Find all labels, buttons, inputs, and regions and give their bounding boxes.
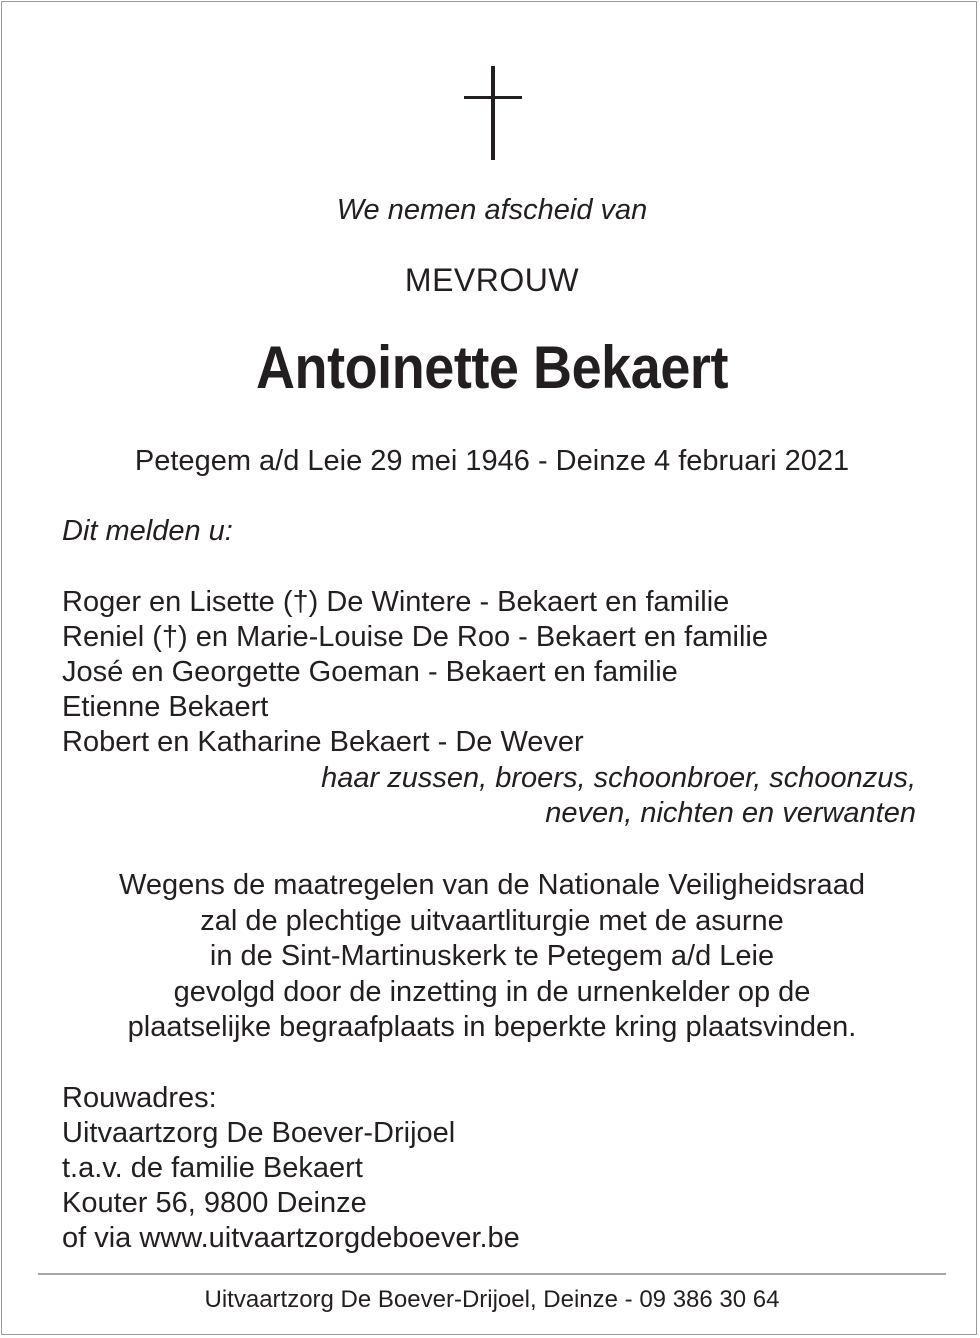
address-line: Uitvaartzorg De Boever-Drijoel [62, 1117, 456, 1149]
footer-divider [38, 1273, 946, 1275]
address-line: Kouter 56, 9800 Deinze [62, 1187, 367, 1219]
family-line: José en Georgette Goeman - Bekaert en familie [62, 656, 678, 688]
notice-line: in de Sint-Martinuskerk te Petegem a/d Leie [209, 940, 775, 972]
mourning-address [62, 1081, 520, 1256]
address-line: of via www.uitvaartzorgdeboever.be [62, 1222, 520, 1254]
obituary-card [1, 1, 977, 1335]
address-line: Rouwadres: [62, 1082, 217, 1114]
birth-death-dates: Petegem a/d Leie 29 mei 1946 - Deinze 4 februari 2021 [134, 445, 850, 477]
family-line: Etienne Bekaert [62, 691, 269, 723]
announcement-heading: Dit melden u: [62, 515, 233, 547]
family-list [62, 585, 768, 760]
family-line: Roger en Lisette (†) De Wintere - Bekaert en familie [62, 586, 730, 618]
ceremony-notice [2, 868, 980, 1046]
relations-line: haar zussen, broers, schoonbroer, schoonzus, [321, 762, 916, 794]
notice-line: gevolgd door de inzetting in de urnenkelder op de [173, 975, 811, 1008]
notice-line: Wegens de maatregelen van de Nationale Veiligheidsraad [119, 869, 865, 901]
cross-icon [464, 66, 522, 160]
family-line: Reniel (†) en Marie-Louise De Roo - Bekaert en familie [62, 621, 768, 653]
relations-line: neven, nichten en verwanten [545, 797, 916, 829]
notice-line: zal de plechtige uitvaartliturgie met de asurne [200, 904, 784, 937]
address-line: t.a.v. de familie Bekaert [62, 1152, 363, 1184]
relations-text [321, 761, 916, 831]
intro-text: We nemen afscheid van [336, 194, 648, 226]
honorific-title: MEVROUW [404, 262, 580, 298]
family-line: Robert en Katharine Bekaert - De Wever [62, 726, 584, 758]
footer-text: Uitvaartzorg De Boever-Drijoel, Deinze - 09 386 30 64 [204, 1286, 780, 1313]
deceased-name: Antoinette Bekaert [256, 334, 728, 401]
notice-line: plaatselijke begraafplaats in beperkte kring plaatsvinden. [127, 1011, 857, 1043]
